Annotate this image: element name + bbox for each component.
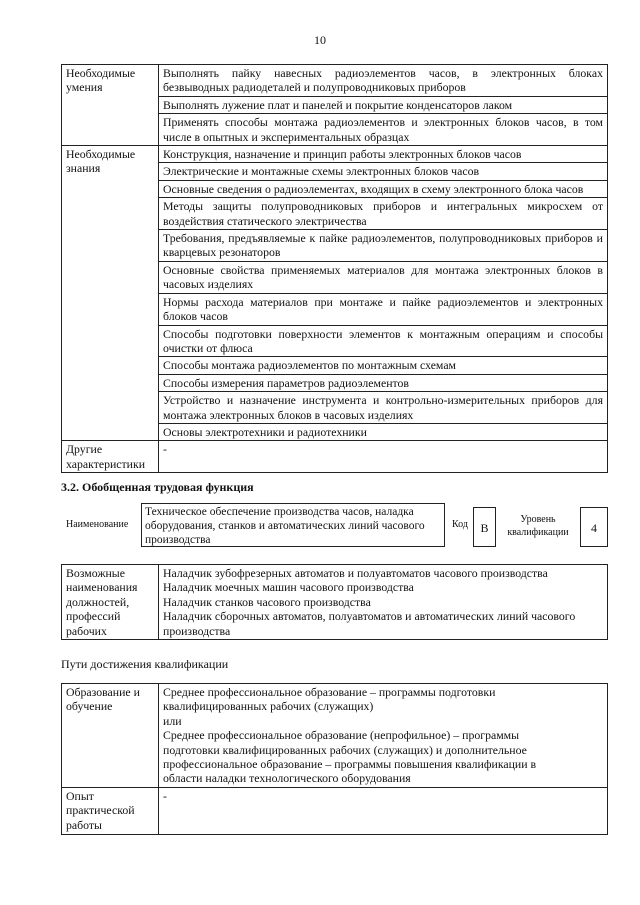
- knowledge-item: Способы подготовки поверхности элементов к монтажным операциям и способы очистки от флюса: [159, 325, 608, 357]
- knowledge-item: Методы защиты полупроводниковых приборов и интегральных микросхем от воздействия статического электричества: [159, 198, 608, 230]
- code-value: В: [473, 507, 496, 547]
- paths-table: [61, 683, 608, 835]
- knowledge-item: Основные свойства применяемых материалов для монтажа электронных блоков в часовых изделиях: [159, 261, 608, 293]
- knowledge-item: Нормы расхода материалов при монтаже и пайке радиоэлементов и электронных блоков часов: [159, 293, 608, 325]
- positions-table: [61, 564, 608, 640]
- education-line: профессиональное образование – программы повышения квалификации в: [163, 757, 537, 772]
- position-item: Наладчик станков часового производства: [163, 594, 371, 609]
- paths-title: Пути достижения квалификации: [61, 657, 229, 671]
- skill-item: Выполнять лужение плат и панелей и покрытие конденсаторов лаком: [159, 96, 608, 113]
- skills-label: Необходимые умения: [62, 65, 159, 146]
- education-line: области наладки технологического оборудования: [163, 771, 411, 786]
- position-item: Наладчик моечных машин часового производства: [163, 580, 414, 595]
- skill-item: Выполнять пайку навесных радиоэлементов часов, в электронных блоках безвыводных радиодеталей и полупроводниковых приборов: [159, 65, 608, 97]
- other-value: -: [159, 441, 608, 473]
- knowledge-item: Требования, предъявляемые к пайке радиоэлементов, полупроводниковых приборов и кварцевых резонаторов: [159, 230, 608, 262]
- knowledge-item: Конструкция, назначение и принцип работы электронных блоков часов: [159, 146, 608, 163]
- position-item: Наладчик зубофрезерных автоматов и полуавтоматов часового производства: [163, 566, 548, 580]
- level-label: Уровень квалификации: [507, 514, 569, 538]
- knowledge-item: Способы измерения параметров радиоэлементов: [159, 374, 608, 391]
- positions-label: Возможные наименования должностей, профессий рабочих: [62, 565, 159, 640]
- skill-item: Применять способы монтажа радиоэлементов и электронных блоков часов, в том числе в опытных и экспериментальных образцах: [159, 114, 608, 146]
- education-line: Среднее профессиональное образование (непрофильное) – программы: [163, 728, 520, 743]
- function-name-box: Техническое обеспечение производства часов, наладка оборудования, станков и автоматических линий часового производства: [141, 503, 445, 547]
- section-title: 3.2. Обобщенная трудовая функция: [61, 480, 254, 494]
- positions-list: [159, 565, 608, 640]
- knowledge-item: Способы монтажа радиоэлементов по монтажным схемам: [159, 357, 608, 374]
- education-line: или: [163, 713, 182, 728]
- code-label: Код: [452, 519, 468, 530]
- level-value: 4: [580, 507, 608, 547]
- position-item: Наладчик сборочных автоматов, полуавтоматов и автоматических линий часового производства: [163, 609, 576, 638]
- education-line: квалифицированных рабочих (служащих): [163, 699, 374, 714]
- experience-value: -: [159, 787, 608, 834]
- education-label: Образование и обучение: [62, 684, 159, 788]
- education-line: Среднее профессиональное образование – программы подготовки: [163, 685, 496, 699]
- skills-knowledge-table: [61, 64, 608, 473]
- knowledge-item: Электрические и монтажные схемы электронных блоков часов: [159, 163, 608, 180]
- knowledge-item: Устройство и назначение инструмента и контрольно-измерительных приборов для монтажа электронных блоков в часовых изделиях: [159, 392, 608, 424]
- knowledge-item: Основные сведения о радиоэлементах, входящих в схему электронного блока часов: [159, 180, 608, 197]
- experience-label: Опыт практической работы: [62, 787, 159, 834]
- page-number: 10: [314, 33, 326, 47]
- education-line: подготовки квалифицированных рабочих (служащих) и дополнительное: [163, 742, 527, 757]
- knowledge-label: Необходимые знания: [62, 146, 159, 441]
- education-value: [159, 684, 608, 788]
- name-label: Наименование: [66, 519, 129, 530]
- knowledge-item: Основы электротехники и радиотехники: [159, 423, 608, 440]
- other-label: Другие характеристики: [62, 441, 159, 473]
